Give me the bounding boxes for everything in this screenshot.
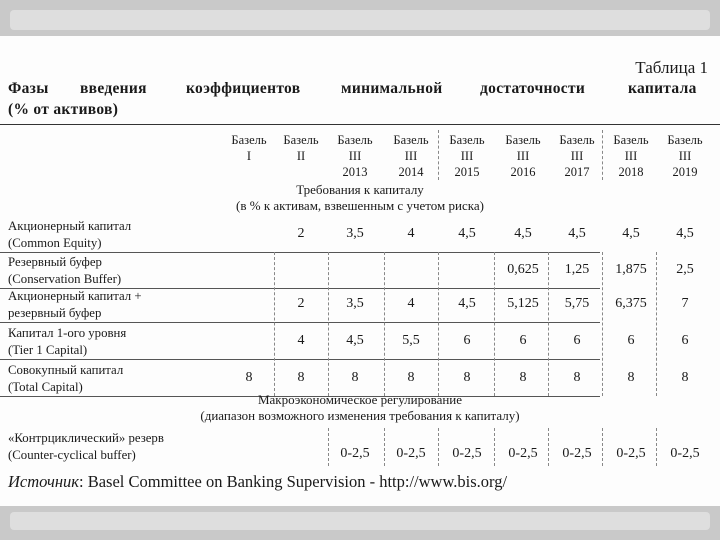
column-separator [602,130,603,180]
table-cell: 4,5 [568,226,586,241]
table-cell: 8 [463,370,471,385]
table-cell: 7 [681,296,689,311]
section-title: Макроэкономическое регулирование [257,392,463,407]
table-cell: 4,5 [676,226,694,241]
table-cell [384,262,438,278]
table-cell: 4,5 [458,296,476,311]
table-cell: 6 [519,333,527,348]
column-header-line: Базель [393,133,429,147]
table-cell: 8 [573,370,581,385]
column-separator [656,428,657,466]
column-header-line: III [348,149,362,163]
section-subtitle: (в % к активам, взвешенным с учетом риска) [236,198,484,213]
column-separator [384,252,385,396]
bottom-scroll-bar [10,512,710,530]
table-cell: 6,375 [615,296,647,311]
column-header [658,132,712,180]
table-cell: 6 [681,333,689,348]
title-word: минимальной [341,80,443,97]
column-header-line: Базель [667,133,703,147]
table-cell: 8 [627,370,635,385]
table-cell: 0-2,5 [670,446,700,461]
title-word: коэффициентов [186,80,301,97]
column-header-line: 2019 [672,165,698,179]
table-cell: 0-2,5 [452,446,482,461]
row-label [8,288,142,322]
column-separator [438,428,439,466]
slide-page [0,36,720,506]
title-word: введения [80,80,147,97]
column-header-line [274,164,328,180]
column-separator [274,252,275,396]
title-word: достаточности [480,80,586,97]
row-label [8,325,126,359]
table-cell [222,446,276,462]
table-cell: 1,875 [615,262,647,277]
row-label-line: Акционерный капитал + [8,289,142,303]
column-header [222,132,276,180]
row-divider [0,322,600,323]
table-cell: 0-2,5 [340,446,370,461]
source-text: : Basel Committee on Banking Supervision - http://www.bis.org/ [79,472,508,491]
column-header-line: Базель [505,133,541,147]
column-header-line: Базель [613,133,649,147]
column-header-line: III [678,149,692,163]
table-cell: 5,5 [402,333,420,348]
column-header [496,132,550,180]
column-header-line: 2015 [454,165,480,179]
column-header-line: Базель [231,133,267,147]
section-subtitle: (диапазон возможного изменения требования к капиталу) [200,408,520,423]
column-header-line: III [460,149,474,163]
table-cell [222,296,276,312]
row-label-line: (Tier 1 Capital) [8,343,88,357]
table-cell: 0-2,5 [508,446,538,461]
column-header-line: III [570,149,584,163]
column-separator [494,428,495,466]
table-cell: 6 [627,333,635,348]
column-header-line: III [404,149,418,163]
table-cell [328,262,382,278]
column-header-line: III [624,149,638,163]
column-separator [548,252,549,396]
section-macro-regulation [150,392,570,424]
table-cell: 4,5 [514,226,532,241]
table-cell: 5,75 [564,296,590,311]
column-header-line: III [516,149,530,163]
row-label-line: (Total Capital) [8,380,83,394]
header-divider [0,124,720,125]
row-label-line: (Counter-cyclical buffer) [8,448,136,462]
column-header [550,132,604,180]
column-header-line: Базель [283,133,319,147]
row-label-line: «Контрциклический» резерв [8,431,164,445]
row-label [8,362,123,396]
column-separator [438,130,439,180]
row-label [8,430,164,464]
column-header-line: 2016 [510,165,536,179]
table-cell: 8 [351,370,359,385]
row-label-line: Акционерный капитал [8,219,132,233]
table-cell: 6 [463,333,471,348]
row-label-line: Капитал 1-ого уровня [8,326,127,340]
row-label-line: (Common Equity) [8,236,102,250]
table-cell: 5,125 [507,296,539,311]
column-header-line: Базель [337,133,373,147]
column-separator [494,252,495,396]
column-header-line: Базель [559,133,595,147]
row-label [8,218,131,252]
table-cell: 2 [297,296,305,311]
row-label [8,254,121,288]
table-cell: 8 [407,370,415,385]
column-header-line: 2017 [564,165,590,179]
top-scroll-bar [10,10,710,30]
row-label-line: резервный буфер [8,306,102,320]
table-cell: 4,5 [622,226,640,241]
column-separator [384,428,385,466]
table-cell: 4 [407,296,415,311]
column-separator [602,428,603,466]
table-cell: 2,5 [676,262,694,277]
source-label: Источник [8,472,80,491]
table-cell [222,333,276,349]
source-note [8,472,507,492]
table-cell: 0-2,5 [396,446,426,461]
table-cell: 3,5 [346,226,364,241]
column-header [384,132,438,180]
section-title: Требования к капиталу [296,182,424,197]
column-separator [438,252,439,396]
column-header-line: II [296,149,306,163]
column-separator [548,428,549,466]
table-cell: 2 [297,226,305,241]
row-label-line: (Conservation Buffer) [8,272,122,286]
column-header [604,132,658,180]
column-header-line: I [246,149,252,163]
table-cell: 4 [297,333,305,348]
table-cell: 8 [519,370,527,385]
column-header-line: 2014 [398,165,424,179]
table-cell: 0-2,5 [562,446,592,461]
column-header-line: 2013 [342,165,368,179]
table-cell: 8 [245,370,253,385]
table-cell: 8 [681,370,689,385]
row-divider [0,359,600,360]
title-word: Фазы [8,80,49,97]
row-label-line: Резервный буфер [8,255,102,269]
table-cell [274,262,328,278]
section-capital-requirements [150,182,570,214]
column-separator [328,252,329,396]
table-cell: 6 [573,333,581,348]
table-number: Таблица 1 [635,58,708,77]
table-cell [274,446,328,462]
column-header [440,132,494,180]
row-divider [0,252,600,253]
column-separator [602,252,603,396]
table-cell: 8 [297,370,305,385]
column-header-line: Базель [449,133,485,147]
table-cell [222,262,276,278]
table-cell: 0,625 [507,262,539,277]
title-word: капитала [628,80,697,97]
table-cell [440,262,494,278]
table-cell: 1,25 [564,262,590,277]
column-header [274,132,328,180]
row-label-line: Совокупный капитал [8,363,124,377]
column-separator [656,252,657,396]
column-header-line [222,164,276,180]
table-cell: 4,5 [346,333,364,348]
table-cell [222,226,276,242]
column-header [328,132,382,180]
table-cell: 4,5 [458,226,476,241]
title-subtitle: (% от активов) [8,101,119,118]
table-cell: 3,5 [346,296,364,311]
table-cell: 0-2,5 [616,446,646,461]
column-header-line: 2018 [618,165,644,179]
table-cell: 4 [407,226,415,241]
column-separator [328,428,329,466]
